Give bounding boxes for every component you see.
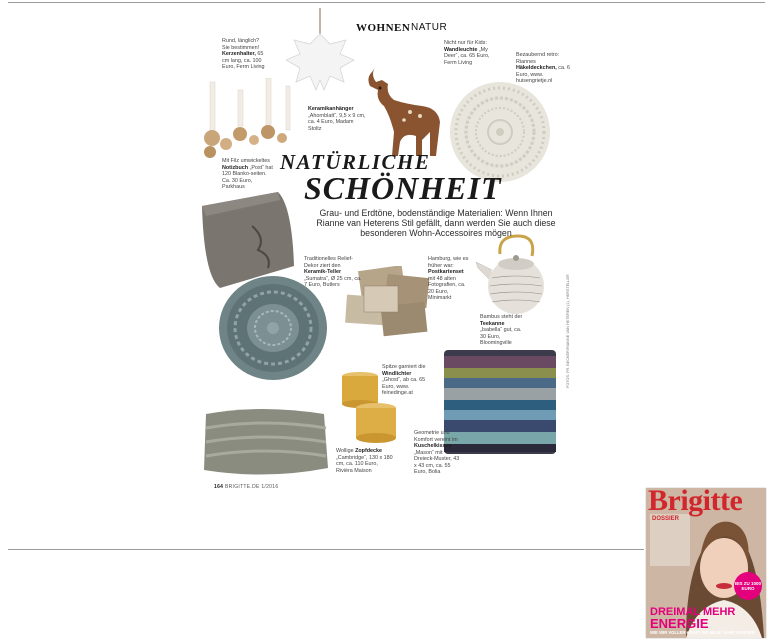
caption-windlichter: Spitze garniert die Windlichter „Ghost“, ab ca. 65 Euro, www. feinedinge.at — [382, 364, 426, 396]
maple-leaf-ornament-image — [286, 8, 356, 113]
cover-tagline: WIE WIR VOLLER KRAFT INS NEUE JAHR STARTEN — [650, 630, 755, 635]
page-footer — [214, 484, 278, 490]
caption-notizbuch: Mit Filz umwickeltes Notizbuch „Post“ hat 120 Blanko-seiten. Ca. 30 Euro, Parkhaus — [222, 158, 273, 190]
cover-badge — [734, 572, 762, 600]
caption-teekanne: Bambus steht der Teekanne „Isabella“ gut, ca. 30 Euro, Bloomingville — [480, 314, 523, 346]
photo-credit: FOTOS: FR. BECKER/RIANNE VAN HETEREN (1), HERSTELLER — [566, 274, 570, 388]
footer-magazine: BRIGITTE.DE 1/2016 — [224, 484, 279, 490]
caption-postkartenset: Hamburg, wie es früher war: Postkartenset mit 48 alten Fotografien, ca. 20 Euro, Minimarkt — [428, 256, 469, 301]
caption-keramikanhaenger: Keramikanhänger „Ahornblatt“, 9,5 x 9 cm, ca. 4 Euro, Madam Stoltz — [308, 106, 366, 132]
headline-line-2: SCHÖNHEIT — [304, 170, 502, 206]
knit-blanket-image — [200, 404, 332, 480]
section-subtitle: NATUR — [411, 22, 448, 33]
teapot-image — [474, 234, 554, 316]
headline-line-1: NATÜRLICHE — [280, 150, 431, 174]
cover-logo: Brigitte — [648, 488, 743, 517]
cover-headline-2: ENERGIE — [650, 616, 709, 631]
caption-kuschelkissen: Geometrie und Komfort vereint im Kuschelkissen „Mason“ mit Dreieck-Muster, 43 x 43 cm, ca. 55 Euro, Bolia — [414, 430, 460, 475]
cover-badge-text: BIS ZU 1000 EURO — [734, 581, 761, 591]
caption-zopfdecke: Wollige Zopfdecke „Cambridge“, 130 x 180 cm, ca. 110 Euro, Rivièra Maison — [336, 448, 393, 474]
caption-keramikteller: Traditionelles Relief-Dekor ziert den Keramik-Teller „Sumatra“, Ø 25 cm, ca. 7 Euro, Butlers — [304, 256, 362, 288]
caption-haekeldeckchen: Bezaubernd retro: Riannes Häkeldeckchen, ca. 6 Euro, www. huisengrietje.nl — [516, 52, 570, 84]
cover-headline-1: DREIMAL MEHR — [650, 606, 736, 618]
section-title: WOHNEN — [356, 22, 411, 34]
caption-kerzenhalter: Rund, länglich? Sie bestimmen! Kerzenhalter, 65 cm lang, ca. 100 Euro, Ferm Living — [222, 38, 265, 70]
bottom-rule — [8, 549, 644, 550]
top-rule — [8, 2, 765, 3]
magazine-cover-thumbnail[interactable] — [646, 488, 766, 638]
page-number: 164 — [214, 484, 224, 490]
caption-wandleuchte: Nicht nur für Kids: Wandleuchte „My Deer“, ca. 65 Euro, Ferm Living — [444, 40, 490, 66]
candle-holder-image — [200, 78, 296, 160]
ceramic-plate-image — [218, 274, 328, 382]
deer-lamp-image — [364, 60, 446, 158]
intro-text: Grau- und Erdtöne, bodenständige Materialien: Wenn Ihnen Rianne van Heterens Stil gefällt, dann werden Sie auch diese besonderen Wohn-Accessoires mögen — [316, 208, 556, 238]
magazine-page — [196, 8, 582, 498]
cover-dossier-label: DOSSIER — [652, 516, 680, 522]
crochet-doily-image — [448, 80, 552, 184]
